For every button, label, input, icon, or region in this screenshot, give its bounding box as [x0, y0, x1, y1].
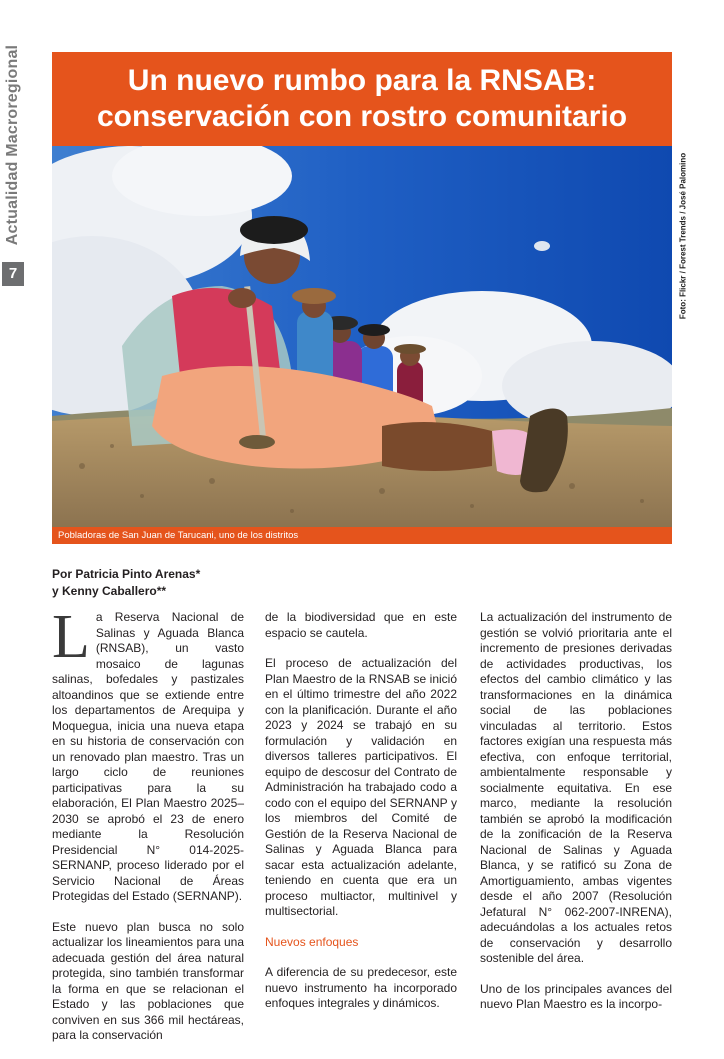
article-paragraph [52, 603, 244, 905]
photo-credit-text: Foto: Flickr / Forest Trends / José Palomino [678, 152, 688, 319]
main-photo [52, 146, 672, 527]
article-paragraph: La actualización del instrumento de gestión se volvió prioritaria ante el incremento de presiones derivadas de actividades productivas, los efectos del cambio climático y las transformaciones en la dinámica social de las poblaciones vinculadas al territorio. Estos factores exigían una respuesta más efectiva, con enfoque territorial, ambientalmente responsable y socialmente equitativa. En ese marco, mediante la resolución también se aprobó la modificación de la zonificación de la Reserva Nacional de Salinas y Aguada Blanca, y se ratificó su Zona de Amortiguamiento, ambas vigentes desde el año 2007 (Resolución Jefatural N° 062-2007-INRENA), adecuándolas a los actuales retos de conservación y desarrollo sostenible del área. [480, 610, 672, 965]
page-number: 7 [2, 262, 24, 286]
section-subheading: Nuevos enfoques [265, 934, 359, 949]
article-paragraph: El proceso de actualización del Plan Maestro de la RNSAB se inició en el último trimestre del año 2022 con la planificación. Durante el año 2023 y 2024 se trabajó en su formulación y validación en diversos talleres participativos. El equipo de descosur del Contrato de Administración ha trabajado codo a codo con el equipo del SERNANP y los miembros del Comité de Gestión de la Reserva Nacional de Salinas y Aguada Blanca para sacar esta actualización adelante, teniendo en cuenta que era un proceso multiactor, multinivel y multisectorial. [265, 656, 457, 918]
article-paragraph: Uno de los principales avances del nuevo Plan Maestro es la incorpo- [480, 981, 672, 1011]
paragraph-text: a Reserva Nacional de Salinas y Aguada Blanca (RNSAB), un vasto mosaico de lagunas salinas, bofedales y pastizales altoandinos que se extiende entre los departamentos de Arequipa y Moquegua, inicia una nueva etapa en su historia de conservación con un renovado plan maestro. Tras un largo ciclo de reuniones participativas para la su elaboración, El Plan Maestro 2025–2030 se aprobó el 23 de enero mediante la Resolución Presidencial N° 014-2025-SERNANP, proceso liderado por el Servicio Nacional de Áreas Protegidas del Estado (SERNANP). [52, 610, 244, 903]
title-line-1: Un nuevo rumbo para la RNSAB: [127, 64, 597, 97]
article-column-1 [52, 603, 244, 1059]
article-paragraph: A diferencia de su predecesor, este nuevo instrumento ha incorporado enfoques integrales y dinámicos. [265, 965, 457, 1010]
byline [52, 566, 200, 600]
byline-author-1: Por Patricia Pinto Arenas* [52, 567, 201, 581]
article-column-3 [480, 610, 672, 1028]
photo-caption: Pobladoras de San Juan de Tarucani, uno de los distritos [52, 527, 672, 544]
article-column-2 [265, 610, 457, 1027]
article-paragraph: Este nuevo plan busca no solo actualizar los lineamientos para una adecuada gestión del área natural protegida, sino también transformar la forma en que se relacionan el Estado y las poblaciones que conviven en sus 366 mil hectáreas, para la conservación [52, 919, 244, 1042]
drop-cap: L [52, 603, 90, 671]
byline-author-2: y Kenny Caballero** [52, 584, 167, 598]
title-line-2: conservación con rostro comunitario [96, 100, 628, 133]
title-banner [52, 52, 672, 146]
photo-credit [672, 148, 694, 323]
article-paragraph: de la biodiversidad que en este espacio se cautela. [265, 610, 457, 640]
photo-illustration [52, 146, 672, 527]
section-label [2, 40, 24, 250]
section-label-text: Actualidad Macroregional [4, 44, 21, 246]
